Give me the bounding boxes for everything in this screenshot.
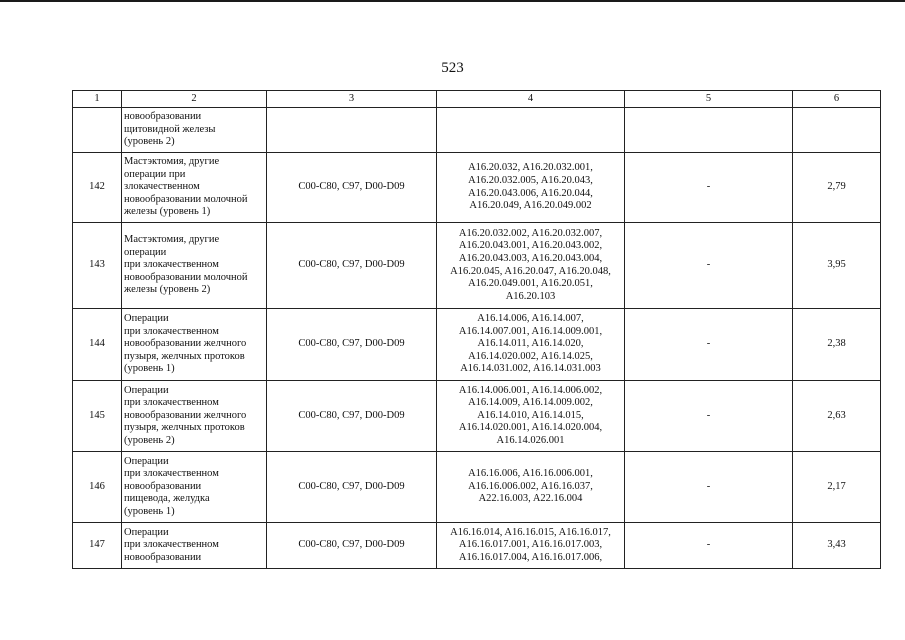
table-row <box>73 108 881 153</box>
row-number-cell: 143 <box>73 223 122 309</box>
table-row <box>73 153 881 223</box>
group-name-cell <box>122 108 267 153</box>
group-name-cell-line: новообразовании <box>124 480 202 492</box>
coefficient-cell: 2,17 <box>793 452 881 523</box>
service-codes-cell-line: A16.20.049.001, A16.20.051, <box>468 278 593 290</box>
service-codes-cell-line: A16.14.011, A16.14.020, <box>477 338 584 350</box>
row-number-cell: 146 <box>73 452 122 523</box>
table-row <box>73 523 881 569</box>
group-name-cell-line: операции при <box>124 168 186 180</box>
service-codes-cell <box>437 523 625 569</box>
group-name-cell <box>122 309 267 381</box>
header-cell-4: 4 <box>437 91 625 108</box>
table-row <box>73 309 881 381</box>
row-number-cell: 144 <box>73 309 122 381</box>
group-name-cell-line: новообразовании молочной <box>124 193 248 205</box>
service-codes-cell <box>437 381 625 452</box>
group-name-cell-line: операции <box>124 246 167 258</box>
icd-codes-cell: С00-С80, С97, D00-D09 <box>267 523 437 569</box>
column-5-cell: - <box>625 153 793 223</box>
group-name-cell <box>122 223 267 309</box>
group-name-cell-line: пищевода, желудка <box>124 493 210 505</box>
service-codes-cell-line: A16.20.032.005, A16.20.043, <box>468 174 593 186</box>
service-codes-cell-line: A16.16.017.004, A16.16.017.006, <box>458 551 603 563</box>
icd-codes-cell: С00-С80, С97, D00-D09 <box>267 309 437 381</box>
service-codes-cell <box>437 153 625 223</box>
header-cell-1: 1 <box>73 91 122 108</box>
group-name-cell <box>122 452 267 523</box>
icd-codes-cell: С00-С80, С97, D00-D09 <box>267 452 437 523</box>
column-5-cell: - <box>625 452 793 523</box>
coefficient-cell: 3,43 <box>793 523 881 569</box>
group-name-cell <box>122 523 267 569</box>
group-name-cell-line: при злокачественном <box>124 468 219 480</box>
coefficient-cell: 2,79 <box>793 153 881 223</box>
table-header-row <box>73 91 881 108</box>
service-codes-cell-line: A16.20.103 <box>505 290 556 302</box>
header-cell-2: 2 <box>122 91 267 108</box>
group-name-cell-line: новообразовании желчного <box>124 409 247 421</box>
service-codes-cell-line: A16.14.006.001, A16.14.006.002, <box>458 384 603 396</box>
group-name-cell-line: железы (уровень 1) <box>124 206 211 218</box>
service-codes-cell-line: A16.16.017.001, A16.16.017.003, <box>458 539 603 551</box>
group-name-cell-line: железы (уровень 2) <box>124 284 211 296</box>
group-name-cell-line: при злокачественном <box>124 539 219 551</box>
group-name-cell-line: Мастэктомия, другие <box>124 234 220 246</box>
group-name-cell-line: Операции <box>124 526 169 538</box>
group-name-cell-line: щитовидной железы <box>124 123 216 135</box>
icd-codes-cell: С00-С80, С97, D00-D09 <box>267 153 437 223</box>
group-name-cell-line: (уровень 2) <box>124 136 175 148</box>
page-number: 523 <box>441 60 464 76</box>
service-codes-cell-line: A16.20.043.003, A16.20.043.004, <box>458 252 603 264</box>
service-codes-cell-line: A16.14.009, A16.14.009.002, <box>468 397 593 409</box>
row-number-cell: 145 <box>73 381 122 452</box>
header-cell-3: 3 <box>267 91 437 108</box>
group-name-cell-line: Операции <box>124 384 169 396</box>
header-cell-6: 6 <box>793 91 881 108</box>
top-border-line <box>0 0 905 2</box>
group-name-cell-line: Мастэктомия, другие <box>124 156 220 168</box>
service-codes-cell-line: A16.14.007.001, A16.14.009.001, <box>458 325 603 337</box>
service-codes-cell <box>437 452 625 523</box>
group-name-cell-line: при злокачественном <box>124 397 219 409</box>
service-codes-cell <box>437 309 625 381</box>
service-codes-cell-line: A16.20.043.006, A16.20.044, <box>468 187 593 199</box>
group-name-cell-line: (уровень 2) <box>124 434 175 446</box>
group-name-cell-line: пузыря, желчных протоков <box>124 422 245 434</box>
group-name-cell-line: пузыря, желчных протоков <box>124 350 245 362</box>
service-codes-cell-line: A16.20.045, A16.20.047, A16.20.048, <box>450 265 611 277</box>
service-codes-cell-line: A16.20.049, A16.20.049.002 <box>469 200 592 212</box>
coefficient-cell: 2,63 <box>793 381 881 452</box>
group-name-cell-line: (уровень 1) <box>124 505 175 517</box>
service-codes-cell <box>437 223 625 309</box>
column-5-cell: - <box>625 309 793 381</box>
service-codes-cell-line: A16.16.014, A16.16.015, A16.16.017, <box>450 526 611 538</box>
row-number-cell <box>73 108 122 153</box>
group-name-cell-line: злокачественном <box>124 181 200 193</box>
group-name-cell-line: при злокачественном <box>124 259 219 271</box>
service-codes-cell <box>437 108 625 153</box>
column-5-cell: - <box>625 523 793 569</box>
table-body <box>73 91 881 569</box>
group-name-cell-line: при злокачественном <box>124 325 219 337</box>
group-name-cell-line: новообразовании молочной <box>124 271 248 283</box>
service-codes-cell-line: A16.14.020.002, A16.14.025, <box>468 350 593 362</box>
header-cell-5: 5 <box>625 91 793 108</box>
service-codes-cell-line: A16.14.010, A16.14.015, <box>477 409 584 421</box>
icd-codes-cell: С00-С80, С97, D00-D09 <box>267 381 437 452</box>
group-name-cell-line: Операции <box>124 455 169 467</box>
column-5-cell: - <box>625 223 793 309</box>
row-number-cell: 147 <box>73 523 122 569</box>
group-name-cell-line: Операции <box>124 313 169 325</box>
group-name-cell-line: новообразовании <box>124 551 202 563</box>
service-codes-cell-line: A16.14.006, A16.14.007, <box>477 313 584 325</box>
service-codes-cell-line: A16.16.006.002, A16.16.037, <box>468 480 593 492</box>
coefficient-cell: 2,38 <box>793 309 881 381</box>
service-codes-cell-line: A16.20.032, A16.20.032.001, <box>468 162 593 174</box>
table-row <box>73 381 881 452</box>
group-name-cell-line: (уровень 1) <box>124 363 175 375</box>
table-row <box>73 452 881 523</box>
coefficient-cell <box>793 108 881 153</box>
group-name-cell <box>122 381 267 452</box>
icd-codes-cell <box>267 108 437 153</box>
service-codes-cell-line: A22.16.003, A22.16.004 <box>478 493 583 505</box>
table-row <box>73 223 881 309</box>
icd-codes-cell: С00-С80, С97, D00-D09 <box>267 223 437 309</box>
service-codes-cell-line: A16.14.026.001 <box>496 434 565 446</box>
row-number-cell: 142 <box>73 153 122 223</box>
group-name-cell <box>122 153 267 223</box>
coefficient-cell: 3,95 <box>793 223 881 309</box>
group-name-cell-line: новообразовании желчного <box>124 338 247 350</box>
service-codes-cell-line: A16.20.032.002, A16.20.032.007, <box>458 227 603 239</box>
service-codes-cell-line: A16.16.006, A16.16.006.001, <box>468 468 593 480</box>
service-codes-cell-line: A16.14.031.002, A16.14.031.003 <box>460 363 601 375</box>
column-5-cell: - <box>625 381 793 452</box>
column-5-cell <box>625 108 793 153</box>
service-codes-cell-line: A16.14.020.001, A16.14.020.004, <box>458 422 603 434</box>
group-name-cell-line: новообразовании <box>124 111 202 123</box>
service-codes-cell-line: A16.20.043.001, A16.20.043.002, <box>458 240 603 252</box>
tariff-table <box>72 90 881 569</box>
